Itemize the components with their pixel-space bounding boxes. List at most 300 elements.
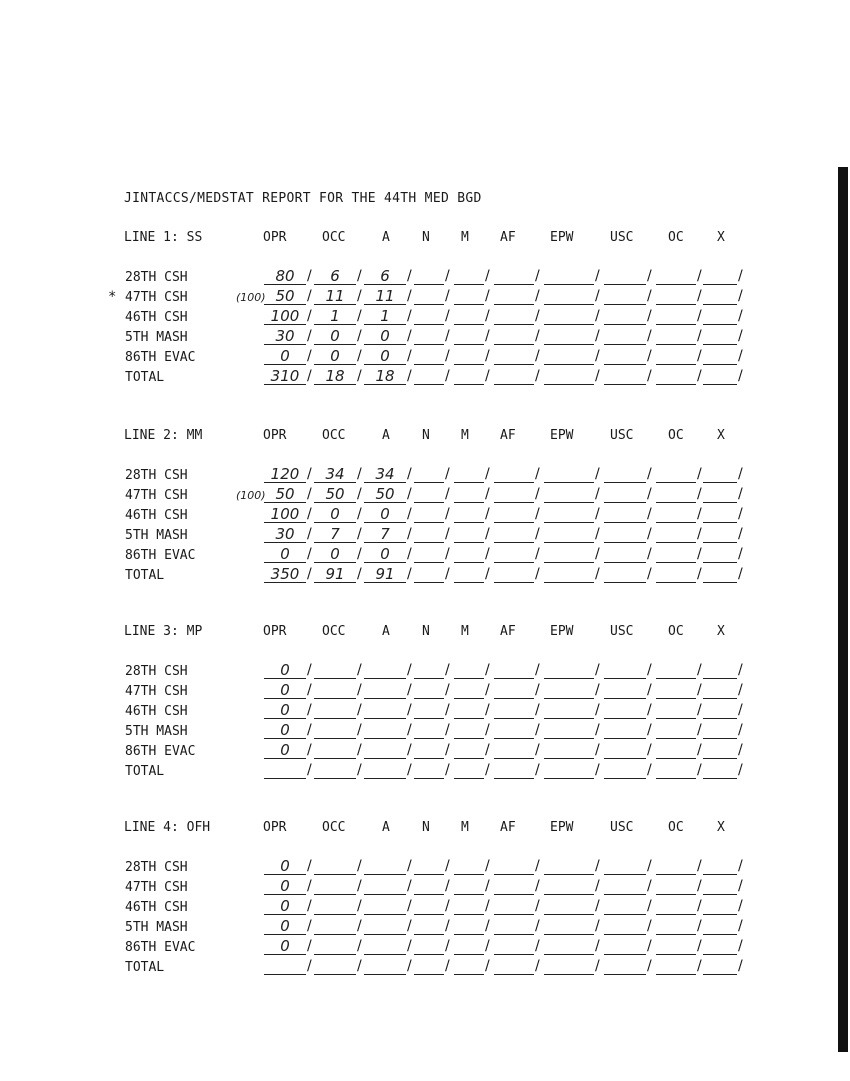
- separator-slash: /: [485, 918, 490, 934]
- entry-field: [314, 682, 356, 699]
- entry-field: [264, 898, 306, 915]
- separator-slash: /: [307, 958, 312, 974]
- separator-slash: /: [647, 288, 652, 304]
- separator-slash: /: [738, 742, 743, 758]
- entry-field: [454, 546, 484, 563]
- entry-field: [454, 368, 484, 385]
- separator-slash: /: [357, 268, 362, 284]
- handwritten-value: 50: [275, 287, 295, 305]
- entry-field: [264, 762, 306, 779]
- entry-field: [656, 742, 696, 759]
- entry-field: [544, 858, 594, 875]
- entry-field: [264, 486, 306, 503]
- separator-slash: /: [535, 858, 540, 874]
- handwritten-value: 0: [280, 877, 290, 895]
- entry-field: [314, 328, 356, 345]
- separator-slash: /: [595, 722, 600, 738]
- handwritten-value: 80: [275, 267, 295, 285]
- column-header-oc: OC: [668, 230, 684, 245]
- handwritten-value: 6: [330, 267, 340, 285]
- column-header-occ: OCC: [322, 230, 346, 245]
- handwritten-value: 0: [280, 857, 290, 875]
- separator-slash: /: [647, 506, 652, 522]
- entry-field: [494, 486, 534, 503]
- separator-slash: /: [697, 368, 702, 384]
- entry-field: [656, 762, 696, 779]
- separator-slash: /: [407, 268, 412, 284]
- entry-field: [414, 526, 444, 543]
- separator-slash: /: [445, 702, 450, 718]
- separator-slash: /: [697, 878, 702, 894]
- separator-slash: /: [485, 762, 490, 778]
- entry-field: [414, 878, 444, 895]
- separator-slash: /: [445, 486, 450, 502]
- entry-field: [656, 682, 696, 699]
- separator-slash: /: [595, 526, 600, 542]
- separator-slash: /: [407, 918, 412, 934]
- entry-field: [454, 566, 484, 583]
- entry-field: [364, 308, 406, 325]
- entry-field: [454, 348, 484, 365]
- separator-slash: /: [697, 526, 702, 542]
- separator-slash: /: [738, 858, 743, 874]
- entry-field: [454, 288, 484, 305]
- separator-slash: /: [595, 918, 600, 934]
- entry-field: [454, 268, 484, 285]
- entry-field: [703, 742, 737, 759]
- separator-slash: /: [485, 662, 490, 678]
- row-label: 47TH CSH: [125, 488, 188, 503]
- handwritten-value: 0: [330, 505, 340, 523]
- separator-slash: /: [485, 348, 490, 364]
- entry-field: [264, 878, 306, 895]
- separator-slash: /: [445, 368, 450, 384]
- entry-field: [604, 878, 646, 895]
- entry-field: [454, 722, 484, 739]
- entry-field: [364, 526, 406, 543]
- separator-slash: /: [357, 526, 362, 542]
- column-header-a: A: [382, 230, 390, 245]
- separator-slash: /: [445, 682, 450, 698]
- entry-field: [454, 506, 484, 523]
- handwritten-value: 7: [330, 525, 340, 543]
- handwritten-value: 0: [280, 937, 290, 955]
- entry-field: [264, 368, 306, 385]
- separator-slash: /: [535, 328, 540, 344]
- entry-field: [364, 268, 406, 285]
- entry-field: [314, 566, 356, 583]
- entry-field: [656, 958, 696, 975]
- separator-slash: /: [697, 762, 702, 778]
- separator-slash: /: [407, 308, 412, 324]
- separator-slash: /: [697, 858, 702, 874]
- entry-field: [494, 958, 534, 975]
- column-header-oc: OC: [668, 820, 684, 835]
- handwritten-value: 0: [380, 327, 390, 345]
- separator-slash: /: [307, 288, 312, 304]
- entry-field: [544, 742, 594, 759]
- separator-slash: /: [738, 506, 743, 522]
- entry-field: [544, 546, 594, 563]
- entry-field: [604, 938, 646, 955]
- entry-field: [314, 858, 356, 875]
- handwritten-value: 34: [325, 465, 345, 483]
- entry-field: [314, 742, 356, 759]
- separator-slash: /: [647, 858, 652, 874]
- entry-field: [703, 526, 737, 543]
- separator-slash: /: [595, 328, 600, 344]
- separator-slash: /: [595, 858, 600, 874]
- separator-slash: /: [307, 938, 312, 954]
- entry-field: [703, 566, 737, 583]
- entry-field: [494, 762, 534, 779]
- entry-field: [656, 546, 696, 563]
- handwritten-value: 0: [280, 545, 290, 563]
- separator-slash: /: [445, 938, 450, 954]
- separator-slash: /: [738, 898, 743, 914]
- entry-field: [703, 662, 737, 679]
- entry-field: [604, 546, 646, 563]
- separator-slash: /: [535, 722, 540, 738]
- entry-field: [656, 268, 696, 285]
- entry-field: [604, 308, 646, 325]
- entry-field: [314, 702, 356, 719]
- entry-field: [544, 288, 594, 305]
- entry-field: [604, 506, 646, 523]
- row-label: 86TH EVAC: [125, 350, 196, 365]
- separator-slash: /: [595, 288, 600, 304]
- entry-field: [454, 702, 484, 719]
- separator-slash: /: [307, 466, 312, 482]
- separator-slash: /: [738, 288, 743, 304]
- entry-field: [544, 486, 594, 503]
- column-header-x: X: [717, 230, 725, 245]
- entry-field: [656, 858, 696, 875]
- separator-slash: /: [485, 722, 490, 738]
- separator-slash: /: [738, 566, 743, 582]
- separator-slash: /: [357, 466, 362, 482]
- entry-field: [703, 348, 737, 365]
- section-label: LINE 3: MP: [124, 624, 203, 639]
- entry-field: [544, 368, 594, 385]
- separator-slash: /: [535, 702, 540, 718]
- separator-slash: /: [595, 938, 600, 954]
- separator-slash: /: [485, 526, 490, 542]
- entry-field: [703, 722, 737, 739]
- entry-field: [656, 662, 696, 679]
- entry-field: [703, 506, 737, 523]
- separator-slash: /: [307, 566, 312, 582]
- entry-field: [703, 918, 737, 935]
- entry-field: [264, 566, 306, 583]
- entry-field: [454, 328, 484, 345]
- entry-field: [494, 878, 534, 895]
- column-header-opr: OPR: [263, 230, 287, 245]
- entry-field: [414, 858, 444, 875]
- entry-field: [264, 742, 306, 759]
- separator-slash: /: [445, 328, 450, 344]
- column-header-af: AF: [500, 624, 516, 639]
- separator-slash: /: [307, 368, 312, 384]
- entry-field: [544, 466, 594, 483]
- separator-slash: /: [647, 878, 652, 894]
- separator-slash: /: [407, 858, 412, 874]
- handwritten-value: 30: [275, 525, 295, 543]
- separator-slash: /: [738, 526, 743, 542]
- separator-slash: /: [738, 328, 743, 344]
- separator-slash: /: [307, 328, 312, 344]
- column-header-af: AF: [500, 230, 516, 245]
- entry-field: [314, 268, 356, 285]
- separator-slash: /: [445, 958, 450, 974]
- separator-slash: /: [407, 878, 412, 894]
- entry-field: [494, 288, 534, 305]
- entry-field: [494, 682, 534, 699]
- entry-field: [314, 878, 356, 895]
- separator-slash: /: [697, 722, 702, 738]
- entry-field: [494, 938, 534, 955]
- separator-slash: /: [595, 742, 600, 758]
- handwritten-value: 1: [380, 307, 390, 325]
- separator-slash: /: [647, 938, 652, 954]
- entry-field: [364, 328, 406, 345]
- entry-field: [414, 722, 444, 739]
- asterisk-mark: *: [108, 289, 117, 305]
- separator-slash: /: [407, 958, 412, 974]
- entry-field: [604, 328, 646, 345]
- entry-field: [544, 526, 594, 543]
- column-header-usc: USC: [610, 230, 634, 245]
- section-label: LINE 1: SS: [124, 230, 203, 245]
- entry-field: [264, 348, 306, 365]
- entry-field: [656, 526, 696, 543]
- entry-field: [703, 328, 737, 345]
- column-header-x: X: [717, 820, 725, 835]
- entry-field: [604, 958, 646, 975]
- handwritten-value: 18: [325, 367, 345, 385]
- entry-field: [544, 268, 594, 285]
- entry-field: [604, 268, 646, 285]
- entry-field: [314, 526, 356, 543]
- entry-field: [314, 918, 356, 935]
- column-header-usc: USC: [610, 624, 634, 639]
- row-label: 28TH CSH: [125, 860, 188, 875]
- separator-slash: /: [647, 308, 652, 324]
- entry-field: [604, 526, 646, 543]
- entry-field: [604, 486, 646, 503]
- entry-field: [264, 682, 306, 699]
- separator-slash: /: [647, 546, 652, 562]
- separator-slash: /: [445, 566, 450, 582]
- separator-slash: /: [357, 566, 362, 582]
- separator-slash: /: [357, 958, 362, 974]
- separator-slash: /: [485, 858, 490, 874]
- entry-field: [314, 506, 356, 523]
- separator-slash: /: [535, 546, 540, 562]
- entry-field: [264, 268, 306, 285]
- entry-field: [604, 566, 646, 583]
- entry-field: [364, 702, 406, 719]
- entry-field: [414, 466, 444, 483]
- separator-slash: /: [697, 486, 702, 502]
- handwritten-value: 0: [280, 721, 290, 739]
- entry-field: [264, 546, 306, 563]
- separator-slash: /: [485, 308, 490, 324]
- entry-field: [656, 486, 696, 503]
- separator-slash: /: [357, 546, 362, 562]
- separator-slash: /: [535, 898, 540, 914]
- handwritten-value: 0: [280, 897, 290, 915]
- handwritten-value: 91: [375, 565, 395, 583]
- entry-field: [494, 898, 534, 915]
- entry-field: [314, 898, 356, 915]
- entry-field: [364, 878, 406, 895]
- handwritten-value: 50: [275, 485, 295, 503]
- entry-field: [703, 858, 737, 875]
- separator-slash: /: [407, 742, 412, 758]
- entry-field: [656, 918, 696, 935]
- separator-slash: /: [407, 722, 412, 738]
- separator-slash: /: [307, 486, 312, 502]
- separator-slash: /: [407, 288, 412, 304]
- separator-slash: /: [485, 546, 490, 562]
- entry-field: [494, 722, 534, 739]
- separator-slash: /: [738, 486, 743, 502]
- page-edge-bar: [838, 167, 848, 1052]
- entry-field: [264, 328, 306, 345]
- entry-field: [494, 526, 534, 543]
- handwritten-value: 0: [280, 741, 290, 759]
- separator-slash: /: [357, 762, 362, 778]
- separator-slash: /: [697, 288, 702, 304]
- separator-slash: /: [485, 958, 490, 974]
- entry-field: [264, 938, 306, 955]
- entry-field: [656, 702, 696, 719]
- entry-field: [314, 288, 356, 305]
- column-header-n: N: [422, 230, 430, 245]
- separator-slash: /: [647, 662, 652, 678]
- separator-slash: /: [307, 348, 312, 364]
- entry-field: [364, 722, 406, 739]
- separator-slash: /: [697, 702, 702, 718]
- separator-slash: /: [307, 918, 312, 934]
- separator-slash: /: [485, 288, 490, 304]
- entry-field: [494, 662, 534, 679]
- entry-field: [364, 566, 406, 583]
- separator-slash: /: [647, 682, 652, 698]
- separator-slash: /: [357, 898, 362, 914]
- entry-field: [414, 918, 444, 935]
- separator-slash: /: [647, 742, 652, 758]
- entry-field: [364, 958, 406, 975]
- entry-field: [544, 348, 594, 365]
- section-label: LINE 2: MM: [124, 428, 203, 443]
- entry-field: [656, 368, 696, 385]
- separator-slash: /: [407, 328, 412, 344]
- entry-field: [414, 368, 444, 385]
- handwritten-value: 91: [325, 565, 345, 583]
- entry-field: [414, 566, 444, 583]
- separator-slash: /: [485, 682, 490, 698]
- separator-slash: /: [595, 546, 600, 562]
- entry-field: [656, 506, 696, 523]
- separator-slash: /: [307, 308, 312, 324]
- separator-slash: /: [407, 546, 412, 562]
- separator-slash: /: [738, 546, 743, 562]
- separator-slash: /: [535, 506, 540, 522]
- entry-field: [604, 742, 646, 759]
- row-label: 86TH EVAC: [125, 744, 196, 759]
- separator-slash: /: [407, 368, 412, 384]
- handwritten-value: 50: [375, 485, 395, 503]
- handwritten-prefix: (100): [236, 291, 266, 304]
- handwritten-value: 30: [275, 327, 295, 345]
- entry-field: [414, 506, 444, 523]
- entry-field: [264, 958, 306, 975]
- separator-slash: /: [407, 506, 412, 522]
- separator-slash: /: [647, 466, 652, 482]
- entry-field: [604, 858, 646, 875]
- separator-slash: /: [445, 722, 450, 738]
- entry-field: [314, 938, 356, 955]
- handwritten-value: 11: [325, 287, 345, 305]
- entry-field: [364, 348, 406, 365]
- entry-field: [414, 486, 444, 503]
- separator-slash: /: [307, 858, 312, 874]
- separator-slash: /: [535, 742, 540, 758]
- entry-field: [703, 702, 737, 719]
- entry-field: [414, 288, 444, 305]
- separator-slash: /: [307, 546, 312, 562]
- separator-slash: /: [738, 938, 743, 954]
- separator-slash: /: [357, 308, 362, 324]
- entry-field: [604, 722, 646, 739]
- separator-slash: /: [445, 762, 450, 778]
- row-label: 28TH CSH: [125, 270, 188, 285]
- entry-field: [494, 702, 534, 719]
- row-label: 28TH CSH: [125, 468, 188, 483]
- column-header-m: M: [461, 820, 469, 835]
- entry-field: [264, 858, 306, 875]
- separator-slash: /: [307, 878, 312, 894]
- separator-slash: /: [357, 938, 362, 954]
- entry-field: [414, 742, 444, 759]
- separator-slash: /: [738, 702, 743, 718]
- column-header-epw: EPW: [550, 624, 574, 639]
- entry-field: [454, 526, 484, 543]
- entry-field: [656, 898, 696, 915]
- entry-field: [314, 546, 356, 563]
- entry-field: [604, 662, 646, 679]
- entry-field: [364, 898, 406, 915]
- entry-field: [656, 466, 696, 483]
- entry-field: [454, 682, 484, 699]
- separator-slash: /: [357, 858, 362, 874]
- column-header-m: M: [461, 230, 469, 245]
- handwritten-value: 100: [270, 307, 300, 325]
- separator-slash: /: [595, 682, 600, 698]
- separator-slash: /: [535, 288, 540, 304]
- entry-field: [414, 958, 444, 975]
- column-header-occ: OCC: [322, 624, 346, 639]
- entry-field: [703, 682, 737, 699]
- separator-slash: /: [445, 858, 450, 874]
- row-label: 47TH CSH: [125, 684, 188, 699]
- entry-field: [364, 742, 406, 759]
- entry-field: [494, 466, 534, 483]
- entry-field: [264, 918, 306, 935]
- entry-field: [494, 546, 534, 563]
